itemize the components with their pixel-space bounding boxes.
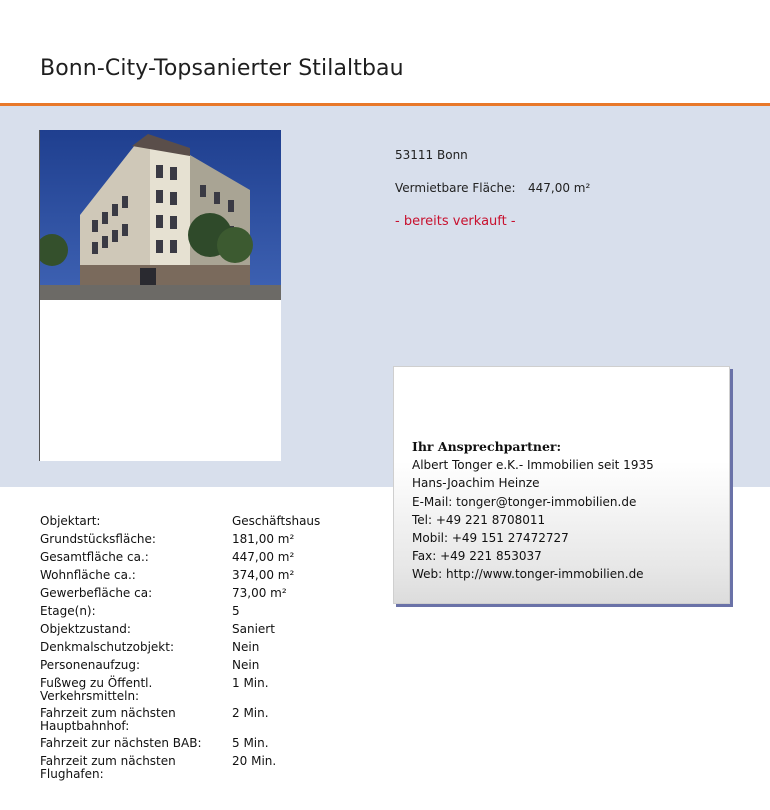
detail-row: Personenaufzug: Nein — [40, 658, 260, 672]
detail-row: Fußweg zu Öffentl. Verkehrsmitteln:1 Min. — [40, 676, 269, 703]
contact-card — [393, 366, 730, 604]
contact-email[interactable]: E-Mail: tonger@tonger-immobilien.de — [412, 494, 637, 509]
detail-row: Denkmalschutzobjekt: Nein — [40, 640, 260, 654]
detail-row: Fahrzeit zum nächsten Flughafen:20 Min. — [40, 754, 277, 781]
location-text: 53111 Bonn — [395, 148, 468, 162]
status-badge: - bereits verkauft - — [395, 214, 516, 229]
detail-row: Fahrzeit zur nächsten BAB: 5 Min. — [40, 736, 269, 750]
detail-row: Objektzustand: Saniert — [40, 622, 275, 636]
page-header — [0, 0, 770, 104]
area-row — [395, 181, 590, 214]
area-value: 447,00 m² — [528, 181, 591, 195]
area-label: Vermietbare Fläche: — [395, 181, 516, 195]
detail-row: Etage(n): 5 — [40, 604, 240, 618]
contact-company: Albert Tonger e.K.- Immobilien seit 1935 — [412, 458, 654, 473]
property-summary — [395, 148, 590, 247]
property-details — [40, 512, 360, 782]
contact-fax: Fax: +49 221 853037 — [412, 549, 542, 564]
property-photo — [39, 130, 281, 461]
detail-row: Gewerbefläche ca: 73,00 m² — [40, 586, 287, 600]
detail-row: Objektart: Geschäftshaus — [40, 514, 321, 528]
detail-row: Gesamtfläche ca.: 447,00 m² — [40, 550, 295, 564]
contact-web[interactable]: Web: http://www.tonger-immobilien.de — [412, 567, 644, 582]
detail-row: Fahrzeit zum nächsten Hauptbahnhof:2 Min. — [40, 706, 269, 733]
contact-phone: Tel: +49 221 8708011 — [412, 512, 546, 527]
contact-mobile: Mobil: +49 151 27472727 — [412, 531, 569, 546]
detail-row: Wohnfläche ca.: 374,00 m² — [40, 568, 295, 582]
detail-row: Grundstücksfläche: 181,00 m² — [40, 532, 295, 546]
contact-heading: Ihr Ansprechpartner: — [412, 439, 562, 454]
page-title: Bonn-City-Topsanierter Stilaltbau — [40, 56, 404, 81]
contact-person: Hans-Joachim Heinze — [412, 476, 540, 491]
